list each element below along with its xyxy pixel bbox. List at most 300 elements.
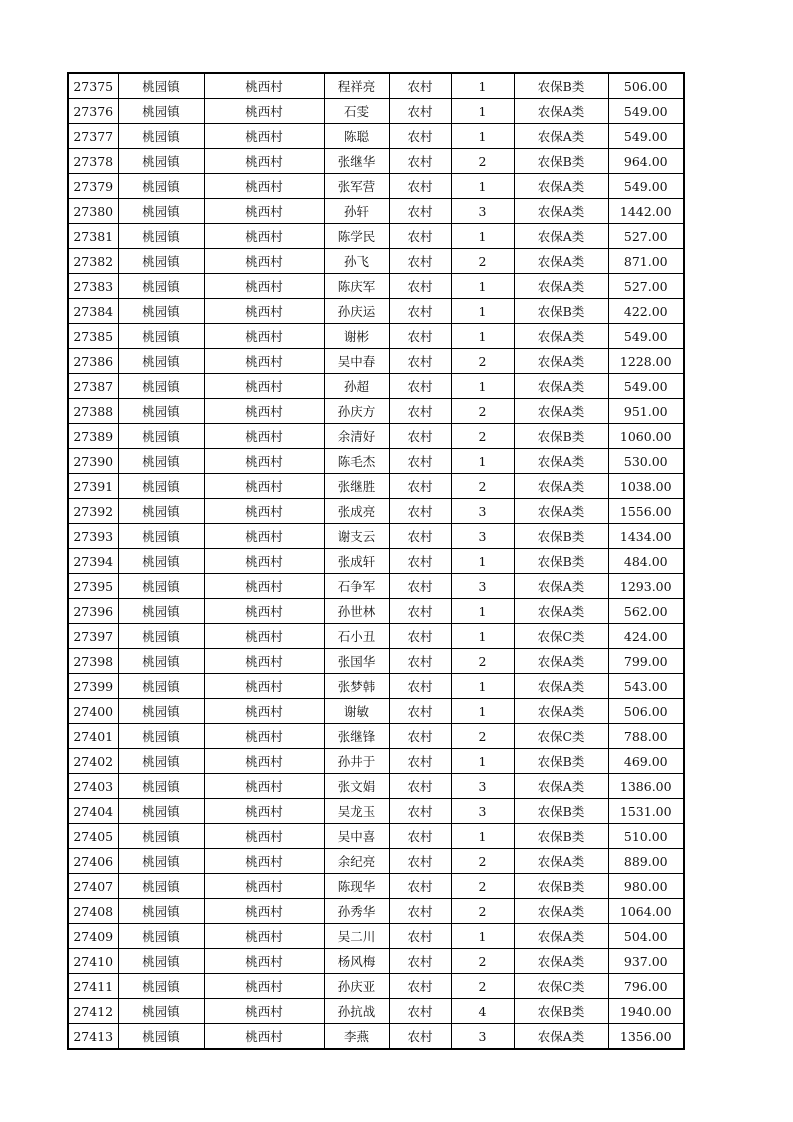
cell-village: 桃西村 — [204, 99, 324, 124]
table-row — [68, 499, 684, 524]
cell-count: 2 — [451, 149, 514, 174]
cell-insurance-type: 农保B类 — [514, 799, 608, 824]
cell-amount: 543.00 — [608, 674, 684, 699]
cell-id: 27413 — [68, 1024, 118, 1050]
cell-household-type: 农村 — [389, 724, 451, 749]
cell-id: 27384 — [68, 299, 118, 324]
cell-household-type: 农村 — [389, 524, 451, 549]
cell-id: 27396 — [68, 599, 118, 624]
cell-count: 2 — [451, 399, 514, 424]
cell-count: 2 — [451, 249, 514, 274]
cell-town: 桃园镇 — [118, 749, 204, 774]
cell-count: 1 — [451, 174, 514, 199]
cell-amount: 549.00 — [608, 374, 684, 399]
cell-count: 2 — [451, 899, 514, 924]
cell-household-type: 农村 — [389, 73, 451, 99]
table-row — [68, 599, 684, 624]
cell-town: 桃园镇 — [118, 299, 204, 324]
cell-amount: 1356.00 — [608, 1024, 684, 1050]
cell-town: 桃园镇 — [118, 399, 204, 424]
cell-amount: 549.00 — [608, 174, 684, 199]
cell-household-type: 农村 — [389, 799, 451, 824]
table-row — [68, 324, 684, 349]
table-row — [68, 249, 684, 274]
cell-household-type: 农村 — [389, 424, 451, 449]
cell-village: 桃西村 — [204, 674, 324, 699]
table-row — [68, 824, 684, 849]
cell-id: 27389 — [68, 424, 118, 449]
cell-name: 孙井于 — [324, 749, 389, 774]
cell-name: 孙庆方 — [324, 399, 389, 424]
cell-village: 桃西村 — [204, 999, 324, 1024]
cell-village: 桃西村 — [204, 799, 324, 824]
cell-town: 桃园镇 — [118, 874, 204, 899]
cell-town: 桃园镇 — [118, 674, 204, 699]
cell-name: 石争军 — [324, 574, 389, 599]
cell-village: 桃西村 — [204, 724, 324, 749]
cell-amount: 1531.00 — [608, 799, 684, 824]
cell-town: 桃园镇 — [118, 224, 204, 249]
cell-insurance-type: 农保A类 — [514, 249, 608, 274]
cell-name: 吴中春 — [324, 349, 389, 374]
cell-village: 桃西村 — [204, 199, 324, 224]
cell-name: 吴龙玉 — [324, 799, 389, 824]
cell-insurance-type: 农保B类 — [514, 824, 608, 849]
cell-insurance-type: 农保A类 — [514, 499, 608, 524]
cell-insurance-type: 农保A类 — [514, 224, 608, 249]
cell-village: 桃西村 — [204, 749, 324, 774]
cell-household-type: 农村 — [389, 449, 451, 474]
cell-amount: 889.00 — [608, 849, 684, 874]
cell-household-type: 农村 — [389, 1024, 451, 1050]
cell-household-type: 农村 — [389, 624, 451, 649]
cell-id: 27405 — [68, 824, 118, 849]
table-body — [68, 73, 684, 1049]
cell-town: 桃园镇 — [118, 574, 204, 599]
table-row — [68, 224, 684, 249]
cell-insurance-type: 农保A类 — [514, 99, 608, 124]
table-row — [68, 924, 684, 949]
cell-name: 张梦韩 — [324, 674, 389, 699]
cell-household-type: 农村 — [389, 149, 451, 174]
cell-amount: 1386.00 — [608, 774, 684, 799]
table-row — [68, 1024, 684, 1050]
cell-insurance-type: 农保A类 — [514, 124, 608, 149]
cell-town: 桃园镇 — [118, 699, 204, 724]
cell-insurance-type: 农保B类 — [514, 524, 608, 549]
cell-count: 2 — [451, 874, 514, 899]
cell-name: 李燕 — [324, 1024, 389, 1050]
cell-name: 孙世林 — [324, 599, 389, 624]
cell-amount: 951.00 — [608, 399, 684, 424]
cell-insurance-type: 农保A类 — [514, 374, 608, 399]
cell-insurance-type: 农保A类 — [514, 174, 608, 199]
cell-village: 桃西村 — [204, 424, 324, 449]
cell-name: 孙抗战 — [324, 999, 389, 1024]
cell-town: 桃园镇 — [118, 149, 204, 174]
cell-id: 27393 — [68, 524, 118, 549]
cell-count: 2 — [451, 974, 514, 999]
cell-name: 孙庆运 — [324, 299, 389, 324]
table-row — [68, 974, 684, 999]
cell-name: 孙庆亚 — [324, 974, 389, 999]
table-row — [68, 699, 684, 724]
cell-household-type: 农村 — [389, 199, 451, 224]
cell-town: 桃园镇 — [118, 124, 204, 149]
cell-count: 1 — [451, 99, 514, 124]
cell-town: 桃园镇 — [118, 99, 204, 124]
cell-amount: 1434.00 — [608, 524, 684, 549]
cell-id: 27409 — [68, 924, 118, 949]
data-table — [67, 72, 685, 1050]
cell-name: 张文娟 — [324, 774, 389, 799]
cell-name: 吴二川 — [324, 924, 389, 949]
cell-town: 桃园镇 — [118, 73, 204, 99]
cell-count: 3 — [451, 574, 514, 599]
cell-amount: 964.00 — [608, 149, 684, 174]
cell-town: 桃园镇 — [118, 799, 204, 824]
table-row — [68, 574, 684, 599]
cell-town: 桃园镇 — [118, 1024, 204, 1050]
cell-village: 桃西村 — [204, 524, 324, 549]
cell-id: 27408 — [68, 899, 118, 924]
cell-count: 3 — [451, 1024, 514, 1050]
cell-insurance-type: 农保B类 — [514, 874, 608, 899]
cell-amount: 1038.00 — [608, 474, 684, 499]
cell-id: 27407 — [68, 874, 118, 899]
cell-town: 桃园镇 — [118, 474, 204, 499]
cell-household-type: 农村 — [389, 949, 451, 974]
cell-household-type: 农村 — [389, 174, 451, 199]
cell-name: 张继胜 — [324, 474, 389, 499]
cell-village: 桃西村 — [204, 874, 324, 899]
cell-count: 1 — [451, 624, 514, 649]
cell-household-type: 农村 — [389, 599, 451, 624]
cell-household-type: 农村 — [389, 999, 451, 1024]
cell-village: 桃西村 — [204, 274, 324, 299]
cell-amount: 549.00 — [608, 124, 684, 149]
cell-village: 桃西村 — [204, 124, 324, 149]
table-row — [68, 449, 684, 474]
cell-village: 桃西村 — [204, 349, 324, 374]
cell-id: 27390 — [68, 449, 118, 474]
cell-insurance-type: 农保B类 — [514, 73, 608, 99]
cell-household-type: 农村 — [389, 549, 451, 574]
cell-village: 桃西村 — [204, 174, 324, 199]
cell-village: 桃西村 — [204, 224, 324, 249]
cell-household-type: 农村 — [389, 99, 451, 124]
cell-name: 陈聪 — [324, 124, 389, 149]
cell-id: 27401 — [68, 724, 118, 749]
cell-id: 27386 — [68, 349, 118, 374]
cell-count: 1 — [451, 699, 514, 724]
cell-village: 桃西村 — [204, 974, 324, 999]
table-row — [68, 524, 684, 549]
cell-name: 余纪亮 — [324, 849, 389, 874]
table-row — [68, 849, 684, 874]
cell-amount: 1064.00 — [608, 899, 684, 924]
cell-id: 27412 — [68, 999, 118, 1024]
table-row — [68, 999, 684, 1024]
cell-count: 1 — [451, 124, 514, 149]
cell-household-type: 农村 — [389, 874, 451, 899]
cell-insurance-type: 农保A类 — [514, 1024, 608, 1050]
cell-household-type: 农村 — [389, 699, 451, 724]
cell-name: 吴中喜 — [324, 824, 389, 849]
cell-village: 桃西村 — [204, 599, 324, 624]
cell-count: 1 — [451, 674, 514, 699]
cell-count: 1 — [451, 749, 514, 774]
cell-amount: 506.00 — [608, 699, 684, 724]
cell-household-type: 农村 — [389, 349, 451, 374]
cell-household-type: 农村 — [389, 849, 451, 874]
cell-village: 桃西村 — [204, 949, 324, 974]
cell-amount: 1940.00 — [608, 999, 684, 1024]
cell-town: 桃园镇 — [118, 524, 204, 549]
cell-insurance-type: 农保A类 — [514, 924, 608, 949]
cell-village: 桃西村 — [204, 1024, 324, 1050]
cell-town: 桃园镇 — [118, 499, 204, 524]
cell-village: 桃西村 — [204, 474, 324, 499]
cell-count: 1 — [451, 324, 514, 349]
cell-amount: 527.00 — [608, 224, 684, 249]
cell-id: 27398 — [68, 649, 118, 674]
cell-village: 桃西村 — [204, 449, 324, 474]
cell-household-type: 农村 — [389, 399, 451, 424]
cell-name: 张成轩 — [324, 549, 389, 574]
cell-name: 孙飞 — [324, 249, 389, 274]
cell-amount: 1293.00 — [608, 574, 684, 599]
table-row — [68, 674, 684, 699]
cell-town: 桃园镇 — [118, 324, 204, 349]
table-row — [68, 73, 684, 99]
cell-household-type: 农村 — [389, 899, 451, 924]
cell-household-type: 农村 — [389, 774, 451, 799]
cell-household-type: 农村 — [389, 924, 451, 949]
cell-name: 张国华 — [324, 649, 389, 674]
cell-household-type: 农村 — [389, 274, 451, 299]
cell-town: 桃园镇 — [118, 999, 204, 1024]
cell-town: 桃园镇 — [118, 899, 204, 924]
cell-village: 桃西村 — [204, 924, 324, 949]
cell-count: 3 — [451, 799, 514, 824]
cell-amount: 562.00 — [608, 599, 684, 624]
cell-id: 27399 — [68, 674, 118, 699]
cell-count: 2 — [451, 424, 514, 449]
cell-name: 谢支云 — [324, 524, 389, 549]
cell-amount: 1442.00 — [608, 199, 684, 224]
cell-town: 桃园镇 — [118, 774, 204, 799]
cell-name: 石小丑 — [324, 624, 389, 649]
table-row — [68, 774, 684, 799]
cell-amount: 799.00 — [608, 649, 684, 674]
cell-town: 桃园镇 — [118, 174, 204, 199]
cell-household-type: 农村 — [389, 299, 451, 324]
cell-town: 桃园镇 — [118, 649, 204, 674]
cell-count: 3 — [451, 774, 514, 799]
cell-amount: 549.00 — [608, 324, 684, 349]
cell-insurance-type: 农保B类 — [514, 999, 608, 1024]
cell-id: 27385 — [68, 324, 118, 349]
cell-count: 3 — [451, 199, 514, 224]
cell-name: 张军营 — [324, 174, 389, 199]
cell-village: 桃西村 — [204, 624, 324, 649]
table-row — [68, 174, 684, 199]
cell-insurance-type: 农保A类 — [514, 449, 608, 474]
cell-name: 孙轩 — [324, 199, 389, 224]
cell-town: 桃园镇 — [118, 599, 204, 624]
cell-village: 桃西村 — [204, 824, 324, 849]
cell-insurance-type: 农保B类 — [514, 149, 608, 174]
cell-insurance-type: 农保B类 — [514, 299, 608, 324]
cell-id: 27379 — [68, 174, 118, 199]
cell-insurance-type: 农保A类 — [514, 674, 608, 699]
cell-town: 桃园镇 — [118, 949, 204, 974]
cell-insurance-type: 农保A类 — [514, 949, 608, 974]
cell-village: 桃西村 — [204, 299, 324, 324]
table-row — [68, 99, 684, 124]
cell-id: 27381 — [68, 224, 118, 249]
table-row — [68, 374, 684, 399]
cell-amount: 1556.00 — [608, 499, 684, 524]
cell-insurance-type: 农保A类 — [514, 649, 608, 674]
cell-village: 桃西村 — [204, 574, 324, 599]
cell-household-type: 农村 — [389, 249, 451, 274]
cell-name: 孙秀华 — [324, 899, 389, 924]
cell-household-type: 农村 — [389, 674, 451, 699]
cell-name: 张继华 — [324, 149, 389, 174]
cell-id: 27375 — [68, 73, 118, 99]
cell-count: 1 — [451, 224, 514, 249]
cell-insurance-type: 农保A类 — [514, 199, 608, 224]
cell-amount: 424.00 — [608, 624, 684, 649]
cell-id: 27404 — [68, 799, 118, 824]
cell-insurance-type: 农保B类 — [514, 749, 608, 774]
table-row — [68, 474, 684, 499]
cell-village: 桃西村 — [204, 774, 324, 799]
cell-village: 桃西村 — [204, 399, 324, 424]
cell-village: 桃西村 — [204, 499, 324, 524]
cell-count: 1 — [451, 73, 514, 99]
cell-amount: 506.00 — [608, 73, 684, 99]
cell-household-type: 农村 — [389, 649, 451, 674]
cell-id: 27395 — [68, 574, 118, 599]
cell-insurance-type: 农保A类 — [514, 574, 608, 599]
cell-village: 桃西村 — [204, 549, 324, 574]
cell-town: 桃园镇 — [118, 274, 204, 299]
table-row — [68, 424, 684, 449]
cell-town: 桃园镇 — [118, 449, 204, 474]
table-row — [68, 724, 684, 749]
cell-id: 27394 — [68, 549, 118, 574]
cell-id: 27378 — [68, 149, 118, 174]
cell-insurance-type: 农保A类 — [514, 899, 608, 924]
cell-village: 桃西村 — [204, 849, 324, 874]
table-row — [68, 949, 684, 974]
cell-village: 桃西村 — [204, 374, 324, 399]
cell-id: 27387 — [68, 374, 118, 399]
cell-name: 孙超 — [324, 374, 389, 399]
cell-insurance-type: 农保A类 — [514, 349, 608, 374]
cell-name: 谢敏 — [324, 699, 389, 724]
cell-insurance-type: 农保C类 — [514, 624, 608, 649]
cell-household-type: 农村 — [389, 324, 451, 349]
cell-village: 桃西村 — [204, 324, 324, 349]
cell-amount: 484.00 — [608, 549, 684, 574]
cell-amount: 422.00 — [608, 299, 684, 324]
cell-insurance-type: 农保A类 — [514, 699, 608, 724]
cell-household-type: 农村 — [389, 124, 451, 149]
cell-household-type: 农村 — [389, 824, 451, 849]
cell-count: 2 — [451, 349, 514, 374]
cell-town: 桃园镇 — [118, 549, 204, 574]
cell-village: 桃西村 — [204, 649, 324, 674]
cell-insurance-type: 农保A类 — [514, 774, 608, 799]
cell-count: 1 — [451, 374, 514, 399]
cell-amount: 527.00 — [608, 274, 684, 299]
cell-id: 27402 — [68, 749, 118, 774]
cell-town: 桃园镇 — [118, 349, 204, 374]
cell-insurance-type: 农保C类 — [514, 974, 608, 999]
cell-insurance-type: 农保A类 — [514, 599, 608, 624]
cell-name: 陈毛杰 — [324, 449, 389, 474]
cell-household-type: 农村 — [389, 574, 451, 599]
cell-id: 27411 — [68, 974, 118, 999]
table-row — [68, 549, 684, 574]
cell-name: 陈庆军 — [324, 274, 389, 299]
cell-count: 2 — [451, 949, 514, 974]
cell-amount: 530.00 — [608, 449, 684, 474]
cell-insurance-type: 农保A类 — [514, 399, 608, 424]
cell-name: 程祥亮 — [324, 73, 389, 99]
cell-id: 27382 — [68, 249, 118, 274]
cell-id: 27397 — [68, 624, 118, 649]
cell-household-type: 农村 — [389, 374, 451, 399]
cell-village: 桃西村 — [204, 699, 324, 724]
cell-insurance-type: 农保B类 — [514, 424, 608, 449]
cell-name: 余清好 — [324, 424, 389, 449]
table-row — [68, 299, 684, 324]
cell-name: 陈学民 — [324, 224, 389, 249]
cell-id: 27406 — [68, 849, 118, 874]
cell-id: 27383 — [68, 274, 118, 299]
table-row — [68, 874, 684, 899]
cell-village: 桃西村 — [204, 899, 324, 924]
cell-town: 桃园镇 — [118, 974, 204, 999]
cell-amount: 980.00 — [608, 874, 684, 899]
cell-id: 27400 — [68, 699, 118, 724]
table-row — [68, 749, 684, 774]
cell-count: 1 — [451, 299, 514, 324]
cell-town: 桃园镇 — [118, 424, 204, 449]
table-row — [68, 799, 684, 824]
cell-name: 张继锋 — [324, 724, 389, 749]
cell-count: 1 — [451, 824, 514, 849]
cell-name: 石雯 — [324, 99, 389, 124]
cell-count: 2 — [451, 849, 514, 874]
cell-household-type: 农村 — [389, 499, 451, 524]
cell-town: 桃园镇 — [118, 924, 204, 949]
cell-count: 2 — [451, 724, 514, 749]
cell-household-type: 农村 — [389, 224, 451, 249]
cell-id: 27392 — [68, 499, 118, 524]
table-row — [68, 624, 684, 649]
cell-amount: 788.00 — [608, 724, 684, 749]
cell-amount: 796.00 — [608, 974, 684, 999]
cell-insurance-type: 农保B类 — [514, 549, 608, 574]
table-row — [68, 199, 684, 224]
cell-amount: 1228.00 — [608, 349, 684, 374]
